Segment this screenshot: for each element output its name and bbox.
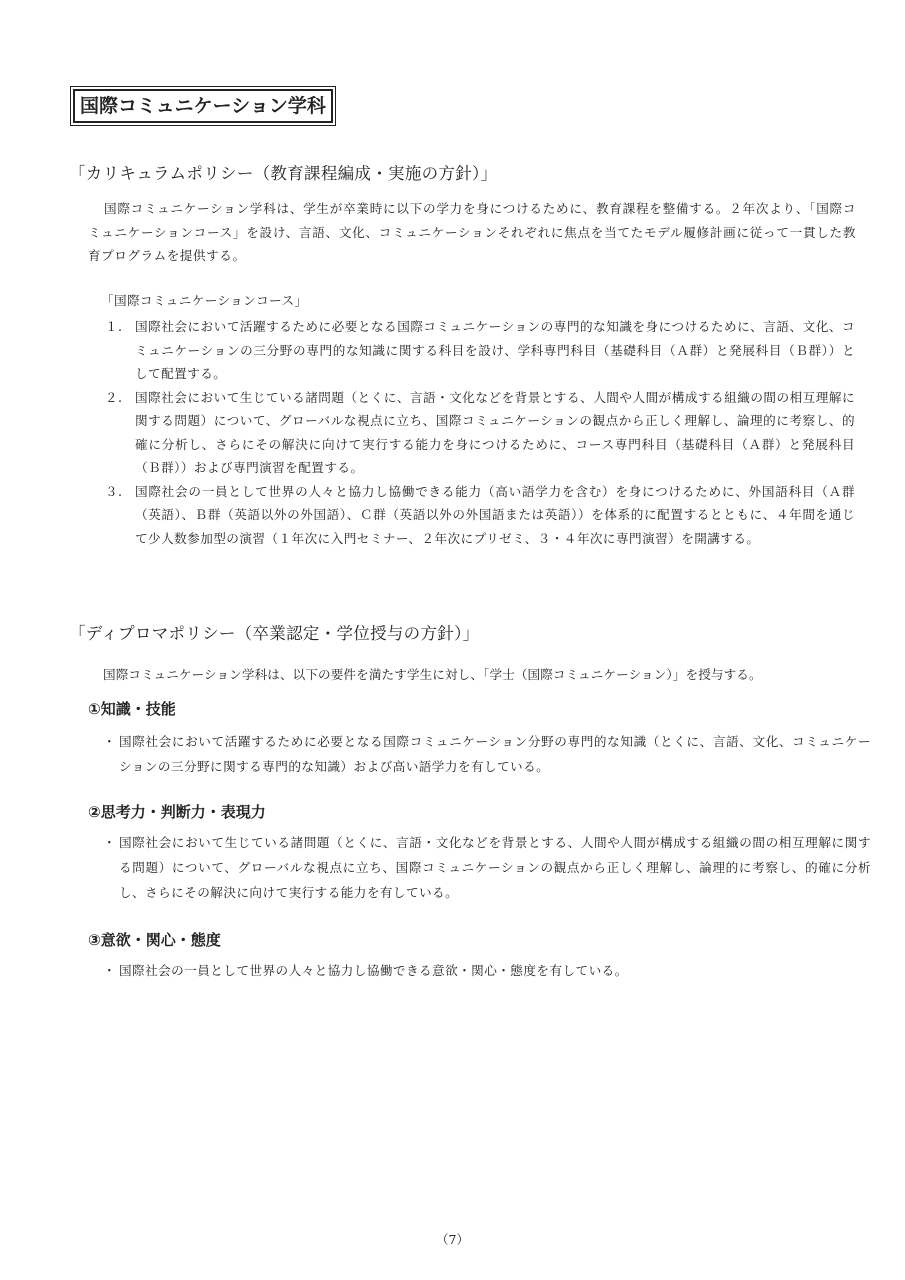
list-item-text: 国際社会において生じている諸問題（とくに、言語・文化などを背景とする、人間や人間が構成する組織の間の相互理解に関する問題）について、グローバルな視点に立ち、国際コミュニケーションの観点から正しく理解し、論理的に考察し、的確に分析し、さらにその解決に向けて実行する能力を身につけるために、コース専門科目（基礎科目（Ａ群）と発展科目（Ｂ群））および専門演習を配置する。 [135,389,855,475]
motivation-attitude-text [103,958,871,983]
diploma-policy-heading: 「ディプロマポリシー（卒業認定・学位授与の方針）」 [69,624,480,643]
page-number: （7） [436,1232,469,1247]
motivation-attitude-heading: ③意欲・関心・態度 [88,931,221,949]
list-item [105,315,855,386]
bullet-mark: ・ [103,734,117,749]
list-item-text: 国際社会において活躍するために必要となる国際コミュニケーションの専門的な知識を身につけるために、言語、文化、コミュニケーションの三分野の専門的な知識に関する科目を設け、学科専門科目（基礎科目（Ａ群）と発展科目（Ｂ群））として配置する。 [135,319,855,381]
thinking-judgment-text [103,830,871,905]
knowledge-skills-heading: ①知識・技能 [88,700,176,718]
diploma-policy-intro: 国際コミュニケーション学科は、以下の要件を満たす学生に対し、「学士（国際コミュニケーション）」を授与する。 [103,667,762,682]
bullet-text: 国際社会において活躍するために必要となる国際コミュニケーション分野の専門的な知識（とくに、言語、文化、コミュニケーションの三分野に関する専門的な知識）および高い語学力を有している。 [119,734,871,774]
list-item-number: ３. [105,483,123,499]
thinking-judgment-heading: ②思考力・判断力・表現力 [88,803,266,821]
curriculum-policy-intro: 国際コミュニケーション学科は、学生が卒業時に以下の学力を身につけるために、教育課程を整備する。２年次より、「国際コミュニケーションコース」を設け、言語、文化、コミュニケーションそれぞれに焦点を当てたモデル履修計画に従って一貫した教育プログラムを提供する。 [88,201,856,263]
course-label: 「国際コミュニケーションコース」 [101,293,308,308]
curriculum-policy-list [105,315,855,550]
bullet-text: 国際社会の一員として世界の人々と協力し協働できる意欲・関心・態度を有している。 [119,963,628,978]
list-item-number: １. [105,319,123,334]
curriculum-policy-heading: 「カリキュラムポリシー（教育課程編成・実施の方針）」 [69,164,498,183]
bullet-mark: ・ [103,835,117,850]
list-item [105,480,855,551]
bullet-mark: ・ [103,963,117,978]
page-title: 国際コミュニケーション学科 [73,89,333,123]
knowledge-skills-text [103,729,871,779]
list-item-number: ２. [105,389,123,405]
list-item-text: 国際社会の一員として世界の人々と協力し協働できる能力（高い語学力を含む）を身につけるために、外国語科目（Ａ群（英語）、Ｂ群（英語以外の外国語）、Ｃ群（英語以外の外国語または英語））を体系的に配置するとともに、４年間を通じて少人数参加型の演習（１年次に入門セミナー、２年次にプリゼミ、３・４年次に専門演習）を開講する。 [135,483,855,546]
bullet-text: 国際社会において生じている諸問題（とくに、言語・文化などを背景とする、人間や人間が構成する組織の間の相互理解に関する問題）について、グローバルな視点に立ち、国際コミュニケーションの観点から正しく理解し、論理的に考察し、的確に分析し、さらにその解決に向けて実行する能力を有している。 [119,835,871,900]
list-item [105,386,855,480]
